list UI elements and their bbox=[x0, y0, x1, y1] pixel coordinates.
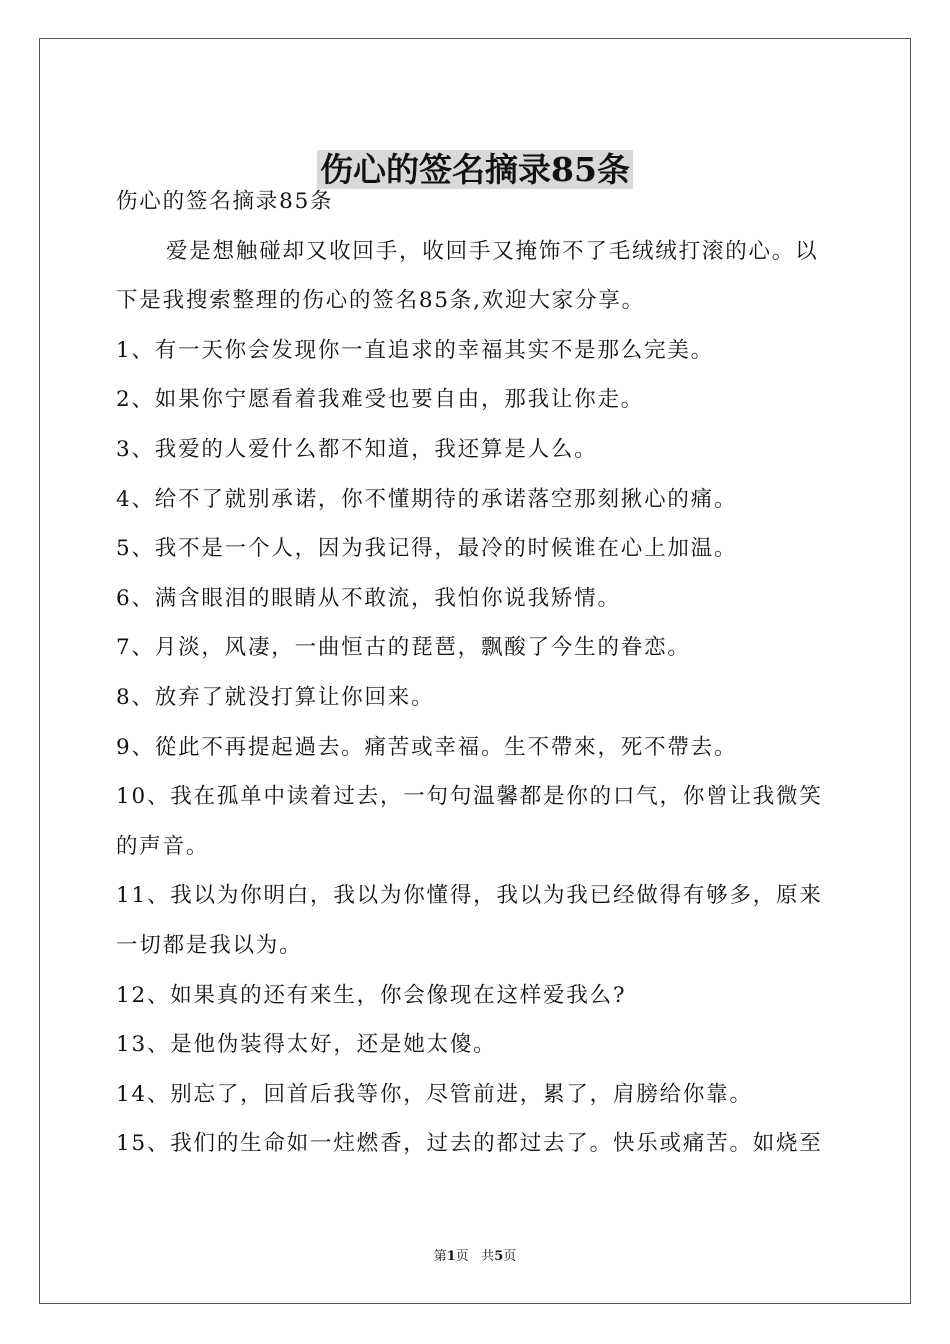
list-item: 12、如果真的还有来生，你会像现在这样爱我么? bbox=[116, 982, 627, 1008]
document-title-text: 伤心的签名摘录85条 bbox=[317, 150, 633, 189]
list-item: 7、月淡，风凄，一曲恒古的琵琶，飘酸了今生的眷恋。 bbox=[116, 635, 691, 661]
page-suffix: 页 bbox=[455, 1249, 469, 1264]
page-footer bbox=[0, 1247, 950, 1267]
list-item: 2、如果你宁愿看着我难受也要自由，那我让你走。 bbox=[116, 387, 645, 413]
list-item: 3、我爱的人爱什么都不知道，我还算是人么。 bbox=[116, 436, 598, 462]
total-suffix: 页 bbox=[503, 1249, 517, 1264]
document-body bbox=[116, 177, 836, 1169]
document-subtitle: 伤心的签名摘录85条 bbox=[116, 189, 334, 214]
total-prefix: 共 bbox=[481, 1249, 495, 1264]
list-item: 11、我以为你明白，我以为你懂得，我以为我已经做得有够多，原来一切都是我以为。 bbox=[116, 883, 823, 958]
list-item: 5、我不是一个人，因为我记得，最冷的时候谁在心上加温。 bbox=[116, 536, 738, 562]
page-prefix: 第 bbox=[433, 1249, 447, 1264]
page-total: 5 bbox=[494, 1249, 504, 1264]
list-item: 8、放弃了就没打算让你回来。 bbox=[116, 684, 435, 710]
list-item: 13、是他伪装得太好，还是她太傻。 bbox=[116, 1032, 497, 1058]
list-item: 1、有一天你会发现你一直追求的幸福其实不是那么完美。 bbox=[116, 337, 714, 363]
list-item: 10、我在孤单中读着过去，一句句温馨都是你的口气，你曾让我微笑的声音。 bbox=[116, 784, 823, 859]
list-item: 9、從此不再提起過去。痛苦或幸福。生不帶來，死不帶去。 bbox=[116, 734, 738, 760]
list-item: 15、我们的生命如一炷燃香，过去的都过去了。快乐或痛苦。如烧至 bbox=[116, 1131, 823, 1157]
list-item: 14、别忘了，回首后我等你，尽管前进，累了，肩膀给你靠。 bbox=[116, 1081, 753, 1107]
list-item: 4、给不了就别承诺，你不懂期待的承诺落空那刻揪心的痛。 bbox=[116, 486, 738, 512]
page-number: 1 bbox=[446, 1249, 456, 1264]
intro-paragraph: 爱是想触碰却又收回手，收回手又掩饰不了毛绒绒打滚的心。以下是我搜索整理的伤心的签名85条,欢迎大家分享。 bbox=[116, 238, 819, 314]
list-item: 6、满含眼泪的眼睛从不敢流，我怕你说我矫情。 bbox=[116, 585, 621, 611]
